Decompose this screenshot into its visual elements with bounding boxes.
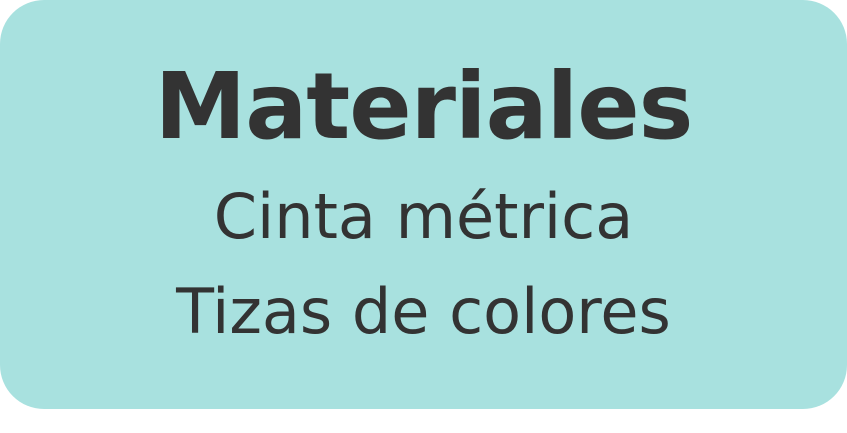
card-title: Materiales: [154, 53, 693, 160]
material-item-measuring-tape: Cinta métrica: [213, 180, 634, 253]
material-item-colored-chalk: Tizas de colores: [176, 275, 671, 348]
